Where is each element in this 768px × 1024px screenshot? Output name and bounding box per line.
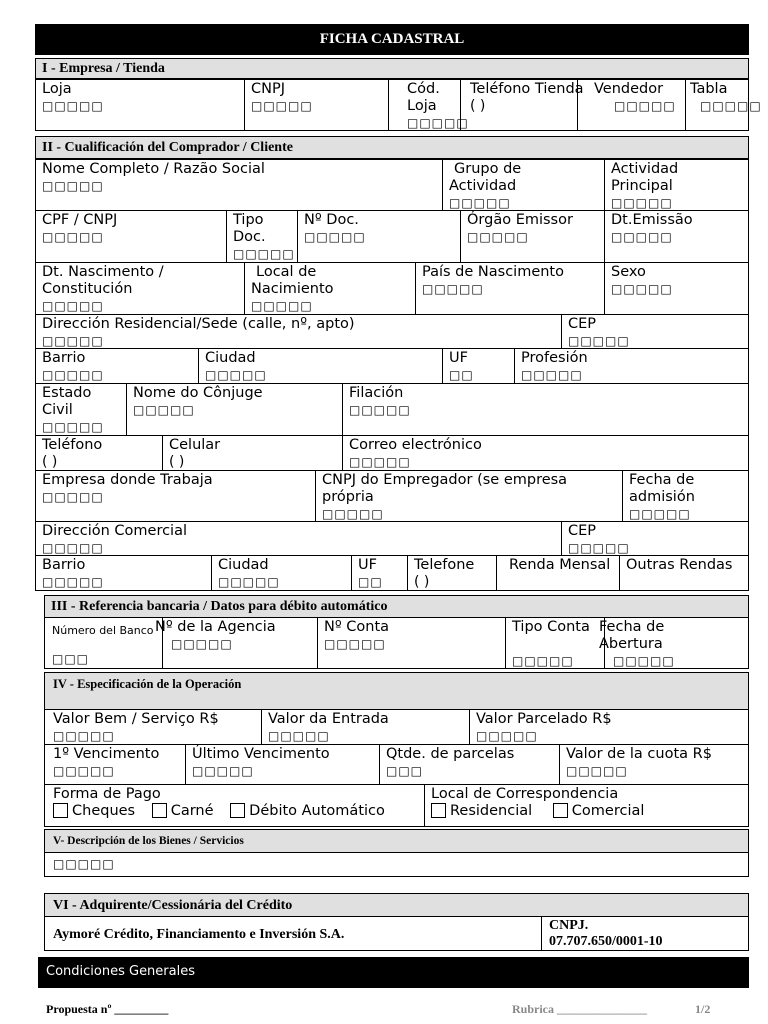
input-cpf[interactable]: □□□□□ bbox=[42, 230, 104, 244]
label-valor-entrada: Valor da Entrada bbox=[268, 711, 389, 727]
input-nome[interactable]: □□□□□ bbox=[42, 179, 104, 193]
propuesta-number[interactable]: Propuesta nº _________ bbox=[46, 1002, 169, 1016]
input-descripcion[interactable]: □□□□□ bbox=[53, 857, 115, 871]
label-orgao: Órgão Emissor bbox=[467, 212, 573, 228]
label-residencial: Residencial bbox=[450, 803, 533, 819]
label-conta: Nº Conta bbox=[324, 619, 390, 635]
input-direccion-comercial[interactable]: □□□□□ bbox=[42, 541, 104, 555]
input-valor-bem[interactable]: □□□□□ bbox=[53, 729, 115, 743]
label-fecha-abertura: Fecha de Abertura bbox=[599, 619, 665, 652]
field-direccion-residencial[interactable] bbox=[35, 314, 562, 349]
label-ciudad: Ciudad bbox=[205, 350, 256, 366]
section-3-heading: III - Referencia bancaria / Datos para débito automático bbox=[44, 595, 749, 618]
rubrica[interactable]: Rubrica _______________ bbox=[512, 1002, 647, 1016]
field-telefone-tienda[interactable] bbox=[460, 79, 584, 131]
input-profesion[interactable]: □□□□□ bbox=[521, 368, 583, 382]
label-celular: Celular bbox=[169, 437, 221, 453]
field-tabla[interactable] bbox=[685, 79, 762, 131]
field-celular[interactable] bbox=[162, 435, 343, 471]
input-dt-emissao[interactable]: □□□□□ bbox=[611, 230, 673, 244]
field-fecha-abertura[interactable] bbox=[599, 617, 749, 669]
field-n-doc[interactable] bbox=[297, 210, 461, 263]
label-dt-nascimento: Dt. Nascimento / Constitución bbox=[42, 264, 164, 297]
input-1-vencimento[interactable]: □□□□□ bbox=[53, 764, 115, 778]
input-n-doc[interactable]: □□□□□ bbox=[304, 230, 366, 244]
company-name: Aymoré Crédito, Financiamento e Inversión S.A. bbox=[53, 927, 345, 942]
field-grupo-actividad[interactable] bbox=[442, 159, 605, 211]
label-ciudad-comercial: Ciudad bbox=[218, 557, 269, 573]
label-barrio: Barrio bbox=[42, 350, 86, 366]
field-telefono[interactable] bbox=[35, 435, 163, 471]
field-cesionaria bbox=[44, 916, 542, 951]
label-qtde: Qtde. de parcelas bbox=[386, 746, 515, 762]
input-fecha-admision[interactable]: □□□□□ bbox=[629, 507, 691, 521]
label-carne: Carné bbox=[170, 803, 214, 819]
label-debito: Débito Automático bbox=[249, 803, 385, 819]
field-local-nacimiento[interactable] bbox=[244, 262, 416, 315]
conditions-bar bbox=[38, 957, 749, 988]
input-valor-entrada[interactable]: □□□□□ bbox=[268, 729, 330, 743]
field-cep[interactable] bbox=[561, 314, 749, 349]
input-ciudad[interactable]: □□□□□ bbox=[205, 368, 267, 382]
field-orgao-emissor[interactable] bbox=[460, 210, 605, 263]
label-empresa-trabaja: Empresa donde Trabaja bbox=[42, 472, 213, 488]
input-local-nacimiento[interactable]: □□□□□ bbox=[251, 299, 313, 313]
field-1-vencimento[interactable] bbox=[44, 744, 186, 785]
section-2-heading: II - Cualificación del Comprador / Cliente bbox=[35, 136, 749, 159]
input-filacion[interactable]: □□□□□ bbox=[349, 403, 411, 417]
input-correo[interactable]: □□□□□ bbox=[349, 455, 411, 469]
field-vendedor[interactable] bbox=[577, 79, 686, 131]
field-actividad-principal[interactable] bbox=[604, 159, 749, 211]
checkbox-residencial[interactable] bbox=[431, 803, 446, 818]
label-uf-comercial: UF bbox=[358, 557, 377, 573]
field-cod-loja[interactable] bbox=[388, 79, 469, 131]
label-pais: País de Nascimento bbox=[422, 264, 564, 280]
section-6-heading: VI - Adquirente/Cessionária del Crédito bbox=[44, 893, 749, 917]
field-cep-comercial[interactable] bbox=[561, 521, 749, 556]
label-cod-loja: Cód. Loja bbox=[407, 81, 440, 114]
section-4-heading: IV - Especificación de la Operación bbox=[44, 672, 749, 710]
label-vendedor: Vendedor bbox=[594, 81, 664, 97]
field-ciudad-comercial[interactable] bbox=[211, 555, 352, 591]
input-valor-parcelado[interactable]: □□□□□ bbox=[476, 729, 538, 743]
field-filacion[interactable] bbox=[342, 383, 749, 436]
input-tabla[interactable]: □□□□□ bbox=[700, 99, 762, 113]
field-tipo-conta[interactable] bbox=[505, 617, 605, 669]
field-numero-banco[interactable] bbox=[44, 617, 163, 669]
field-correo[interactable] bbox=[342, 435, 749, 471]
field-empresa-trabaja[interactable] bbox=[35, 470, 316, 522]
input-tipo-conta[interactable]: □□□□□ bbox=[512, 654, 574, 668]
label-cpf: CPF / CNPJ bbox=[42, 212, 118, 228]
label-cnpj-empregador: CNPJ do Empregador (se empresa própria bbox=[322, 472, 568, 505]
field-dt-emissao[interactable] bbox=[604, 210, 749, 263]
field-estado-civil[interactable] bbox=[35, 383, 127, 436]
field-ultimo-vencimento[interactable] bbox=[185, 744, 380, 785]
label-barrio-comercial: Barrio bbox=[42, 557, 86, 573]
input-conta[interactable]: □□□□□ bbox=[324, 637, 386, 651]
field-uf-comercial[interactable] bbox=[351, 555, 408, 591]
field-nome-conjuge[interactable] bbox=[126, 383, 343, 436]
input-pais[interactable]: □□□□□ bbox=[422, 282, 484, 296]
input-cod-loja[interactable]: □□□□□ bbox=[407, 116, 469, 130]
label-valor-bem: Valor Bem / Serviço R$ bbox=[53, 711, 219, 727]
label-tabla: Tabla bbox=[690, 81, 728, 97]
conditions-title: Condiciones Generales bbox=[46, 964, 195, 979]
field-loja[interactable] bbox=[35, 79, 245, 131]
option-debito[interactable] bbox=[230, 803, 385, 819]
field-pais-nascimento[interactable] bbox=[415, 262, 605, 315]
section-1-heading: I - Empresa / Tienda bbox=[35, 58, 749, 79]
input-barrio[interactable]: □□□□□ bbox=[42, 368, 104, 382]
field-valor-entrada[interactable] bbox=[261, 709, 470, 745]
label-banco: Número del Banco bbox=[52, 624, 154, 637]
field-fecha-admision[interactable] bbox=[622, 470, 749, 522]
field-telefone-comercial[interactable] bbox=[407, 555, 497, 591]
label-fecha-admision: Fecha de admisión bbox=[629, 472, 695, 505]
label-filacion: Filación bbox=[349, 385, 404, 401]
input-vendedor[interactable]: □□□□□ bbox=[614, 99, 676, 113]
field-agencia[interactable] bbox=[155, 617, 318, 669]
checkbox-cheques[interactable] bbox=[53, 803, 68, 818]
label-valor-cuota: Valor de la cuota R$ bbox=[566, 746, 712, 762]
label-actividad-principal: Actividad Principal bbox=[611, 161, 679, 194]
field-barrio[interactable] bbox=[35, 348, 199, 384]
label-sexo: Sexo bbox=[611, 264, 646, 280]
field-nome-completo[interactable] bbox=[35, 159, 443, 211]
field-valor-cuota[interactable] bbox=[559, 744, 749, 785]
label-local-nacimiento: Local de Nacimiento bbox=[251, 264, 334, 297]
field-dt-nascimento[interactable] bbox=[35, 262, 245, 315]
label-profesion: Profesión bbox=[521, 350, 588, 366]
input-loja[interactable]: □□□□□ bbox=[42, 99, 104, 113]
label-cnpj: CNPJ bbox=[251, 81, 285, 97]
input-telefono[interactable]: ( ) bbox=[42, 454, 58, 470]
option-residencial[interactable] bbox=[431, 803, 532, 819]
field-valor-parcelado[interactable] bbox=[469, 709, 749, 745]
field-qtde-parcelas[interactable] bbox=[379, 744, 560, 785]
input-qtde[interactable]: □□□ bbox=[386, 764, 424, 778]
field-uf[interactable] bbox=[442, 348, 515, 384]
input-sexo[interactable]: □□□□□ bbox=[611, 282, 673, 296]
label-estado-civil: Estado Civil bbox=[42, 385, 92, 418]
label-outras: Outras Rendas bbox=[626, 557, 733, 573]
label-local-corr: Local de Correspondencia bbox=[431, 786, 619, 802]
label-forma-pago: Forma de Pago bbox=[53, 786, 161, 802]
label-n-doc: Nº Doc. bbox=[304, 212, 359, 228]
cnpj-value: 07.707.650/0001-10 bbox=[549, 934, 663, 949]
input-valor-cuota[interactable]: □□□□□ bbox=[566, 764, 628, 778]
label-tipo-conta: Tipo Conta bbox=[512, 619, 590, 635]
label-telefone-comercial: Telefone bbox=[414, 557, 475, 573]
option-cheques[interactable] bbox=[53, 803, 135, 819]
field-valor-bem[interactable] bbox=[44, 709, 262, 745]
input-conjuge[interactable]: □□□□□ bbox=[133, 403, 195, 417]
label-renda: Renda Mensal bbox=[509, 557, 611, 573]
field-profesion[interactable] bbox=[514, 348, 749, 384]
input-banco[interactable]: □□□ bbox=[52, 652, 90, 666]
field-barrio-comercial[interactable] bbox=[35, 555, 212, 591]
checkbox-debito[interactable] bbox=[230, 803, 245, 818]
input-tipo-doc[interactable]: □□□□□ bbox=[233, 247, 295, 261]
input-uf-comercial[interactable]: □□ bbox=[358, 575, 383, 589]
page-number: 1/2 bbox=[695, 1002, 711, 1016]
label-valor-parcelado: Valor Parcelado R$ bbox=[476, 711, 612, 727]
input-fecha-abertura[interactable]: □□□□□ bbox=[613, 654, 675, 668]
input-actividad-principal[interactable]: □□□□□ bbox=[611, 196, 673, 210]
field-outras-rendas[interactable] bbox=[619, 555, 749, 591]
label-cheques: Cheques bbox=[72, 803, 136, 819]
label-1-vencimento: 1º Vencimento bbox=[53, 746, 160, 762]
field-cnpj-cesionaria bbox=[541, 916, 749, 951]
input-telefone-comercial[interactable]: ( ) bbox=[414, 574, 430, 590]
label-agencia: Nº de la Agencia bbox=[155, 619, 276, 635]
label-telefono: Teléfono bbox=[42, 437, 103, 453]
input-cnpj-empregador[interactable]: □□□□□ bbox=[322, 507, 384, 521]
form-title: FICHA CADASTRAL bbox=[35, 24, 749, 55]
input-cep[interactable]: □□□□□ bbox=[568, 334, 630, 348]
option-comercial[interactable] bbox=[553, 803, 645, 819]
field-renda-mensal[interactable] bbox=[496, 555, 620, 591]
label-ultimo-vencimento: Último Vencimento bbox=[192, 746, 330, 762]
checkbox-comercial[interactable] bbox=[553, 803, 568, 818]
input-estado-civil[interactable]: □□□□□ bbox=[42, 420, 104, 434]
label-comercial: Comercial bbox=[571, 803, 645, 819]
label-direccion-comercial: Dirección Comercial bbox=[42, 523, 187, 539]
label-uf: UF bbox=[449, 350, 468, 366]
field-cnpj-empregador[interactable] bbox=[315, 470, 623, 522]
checkbox-carne[interactable] bbox=[152, 803, 167, 818]
input-orgao[interactable]: □□□□□ bbox=[467, 230, 529, 244]
label-grupo: Grupo de Actividad bbox=[449, 161, 522, 194]
label-loja: Loja bbox=[42, 81, 72, 97]
field-direccion-comercial[interactable] bbox=[35, 521, 562, 556]
field-sexo[interactable] bbox=[604, 262, 749, 315]
field-cpf-cnpj[interactable] bbox=[35, 210, 227, 263]
label-nome: Nome Completo / Razão Social bbox=[42, 161, 265, 177]
label-dt-emissao: Dt.Emissão bbox=[611, 212, 693, 228]
input-telefone-tienda[interactable]: ( ) bbox=[470, 98, 486, 114]
input-ultimo-vencimento[interactable]: □□□□□ bbox=[192, 764, 254, 778]
field-forma-pago bbox=[44, 784, 425, 827]
input-barrio-comercial[interactable]: □□□□□ bbox=[42, 575, 104, 589]
input-agencia[interactable]: □□□□□ bbox=[171, 637, 233, 651]
field-tipo-doc[interactable] bbox=[226, 210, 298, 263]
input-uf[interactable]: □□ bbox=[449, 368, 474, 382]
label-cep-comercial: CEP bbox=[568, 523, 597, 539]
label-conjuge: Nome do Cônjuge bbox=[133, 385, 263, 401]
label-tipo-doc: Tipo Doc. bbox=[233, 212, 266, 245]
label-direccion: Dirección Residencial/Sede (calle, nº, apto) bbox=[42, 316, 355, 332]
section-5-heading: V- Descripción de los Bienes / Servicios bbox=[44, 829, 749, 853]
label-telefone-tienda: Teléfono Tienda bbox=[470, 81, 584, 97]
input-ciudad-comercial[interactable]: □□□□□ bbox=[218, 575, 280, 589]
label-cep: CEP bbox=[568, 316, 597, 332]
label-correo: Correo electrónico bbox=[349, 437, 482, 453]
input-cep-comercial[interactable]: □□□□□ bbox=[568, 541, 630, 555]
input-grupo[interactable]: □□□□□ bbox=[449, 196, 511, 210]
field-conta[interactable] bbox=[317, 617, 506, 669]
field-local-correspondencia bbox=[424, 784, 749, 827]
input-empresa-trabaja[interactable]: □□□□□ bbox=[42, 490, 104, 504]
input-celular[interactable]: ( ) bbox=[169, 454, 185, 470]
field-ciudad[interactable] bbox=[198, 348, 443, 384]
input-cnpj[interactable]: □□□□□ bbox=[251, 99, 313, 113]
field-descripcion-bienes[interactable] bbox=[44, 852, 749, 877]
input-direccion[interactable]: □□□□□ bbox=[42, 334, 104, 348]
cnpj-label: CNPJ. bbox=[549, 918, 589, 933]
field-cnpj-loja[interactable] bbox=[244, 79, 389, 131]
option-carne[interactable] bbox=[152, 803, 214, 819]
input-dt-nascimento[interactable]: □□□□□ bbox=[42, 299, 104, 313]
